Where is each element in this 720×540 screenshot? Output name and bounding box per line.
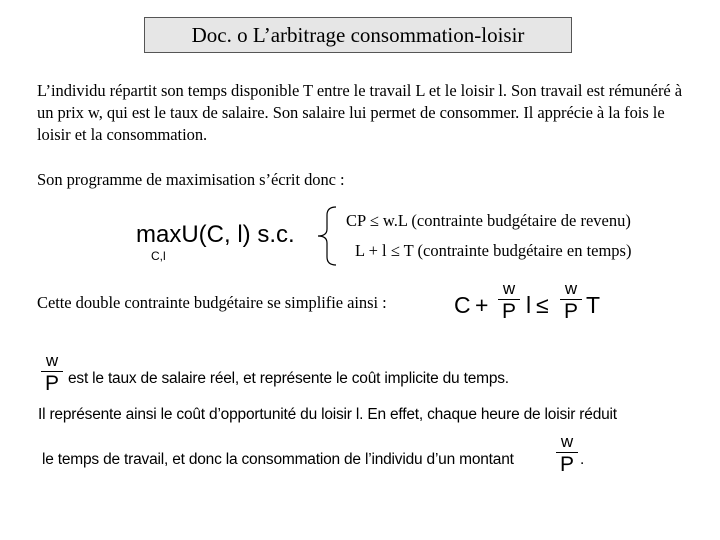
explanation-line-3: le temps de travail, et donc la consommation de l’individu d’un montant xyxy=(42,451,514,468)
formula-c: C xyxy=(454,292,471,318)
formula-wage-fraction xyxy=(498,280,520,323)
formula-t: T xyxy=(586,292,601,318)
amount-den: P xyxy=(559,453,574,476)
explanation-end: . xyxy=(580,451,585,468)
objective-expression: maxU(C, l) s.c. xyxy=(136,221,295,248)
document-title: Doc. o L’arbitrage consommation-loisir xyxy=(144,17,572,53)
simplify-text: Cette double contrainte budgétaire se simplifie ainsi : xyxy=(37,293,387,312)
formula-leq: ≤ xyxy=(536,292,549,318)
amount-num: w xyxy=(560,432,574,451)
explanation-line-1: est le taux de salaire réel, et représente le coût implicite du temps. xyxy=(68,370,509,387)
amount-fraction xyxy=(556,433,578,476)
real-wage-num: w xyxy=(45,351,59,370)
intro-paragraph: L’individu répartit son temps disponible T entre le travail L et le loisir l. Son travail est rémunéré à un prix w, qui est le taux de salaire. Son salaire lui permet de consommer. Il apprécie à la fois le loisir et la consommation. xyxy=(37,81,683,144)
constraint-time: L + l ≤ T (contrainte budgétaire en temps) xyxy=(355,241,632,260)
program-intro: Son programme de maximisation s’écrit donc : xyxy=(37,170,345,189)
constraint-income: CP ≤ w.L (contrainte budgétaire de revenu) xyxy=(346,211,631,230)
formula-frac-den: P xyxy=(501,300,516,323)
explanation-line-2: Il représente ainsi le coût d’opportunité du loisir l. En effet, chaque heure de loisir réduit xyxy=(38,406,617,423)
formula-l: l xyxy=(526,292,532,318)
real-wage-den: P xyxy=(44,372,59,395)
formula-wage-fraction-2 xyxy=(560,280,582,323)
formula-frac-num: w xyxy=(502,279,516,298)
objective-subscript: C,l xyxy=(151,249,166,263)
left-brace-icon xyxy=(312,205,342,267)
formula-plus: + xyxy=(475,292,489,318)
real-wage-fraction xyxy=(41,352,63,395)
formula-frac2-num: w xyxy=(564,279,578,298)
formula-frac2-den: P xyxy=(563,300,578,323)
